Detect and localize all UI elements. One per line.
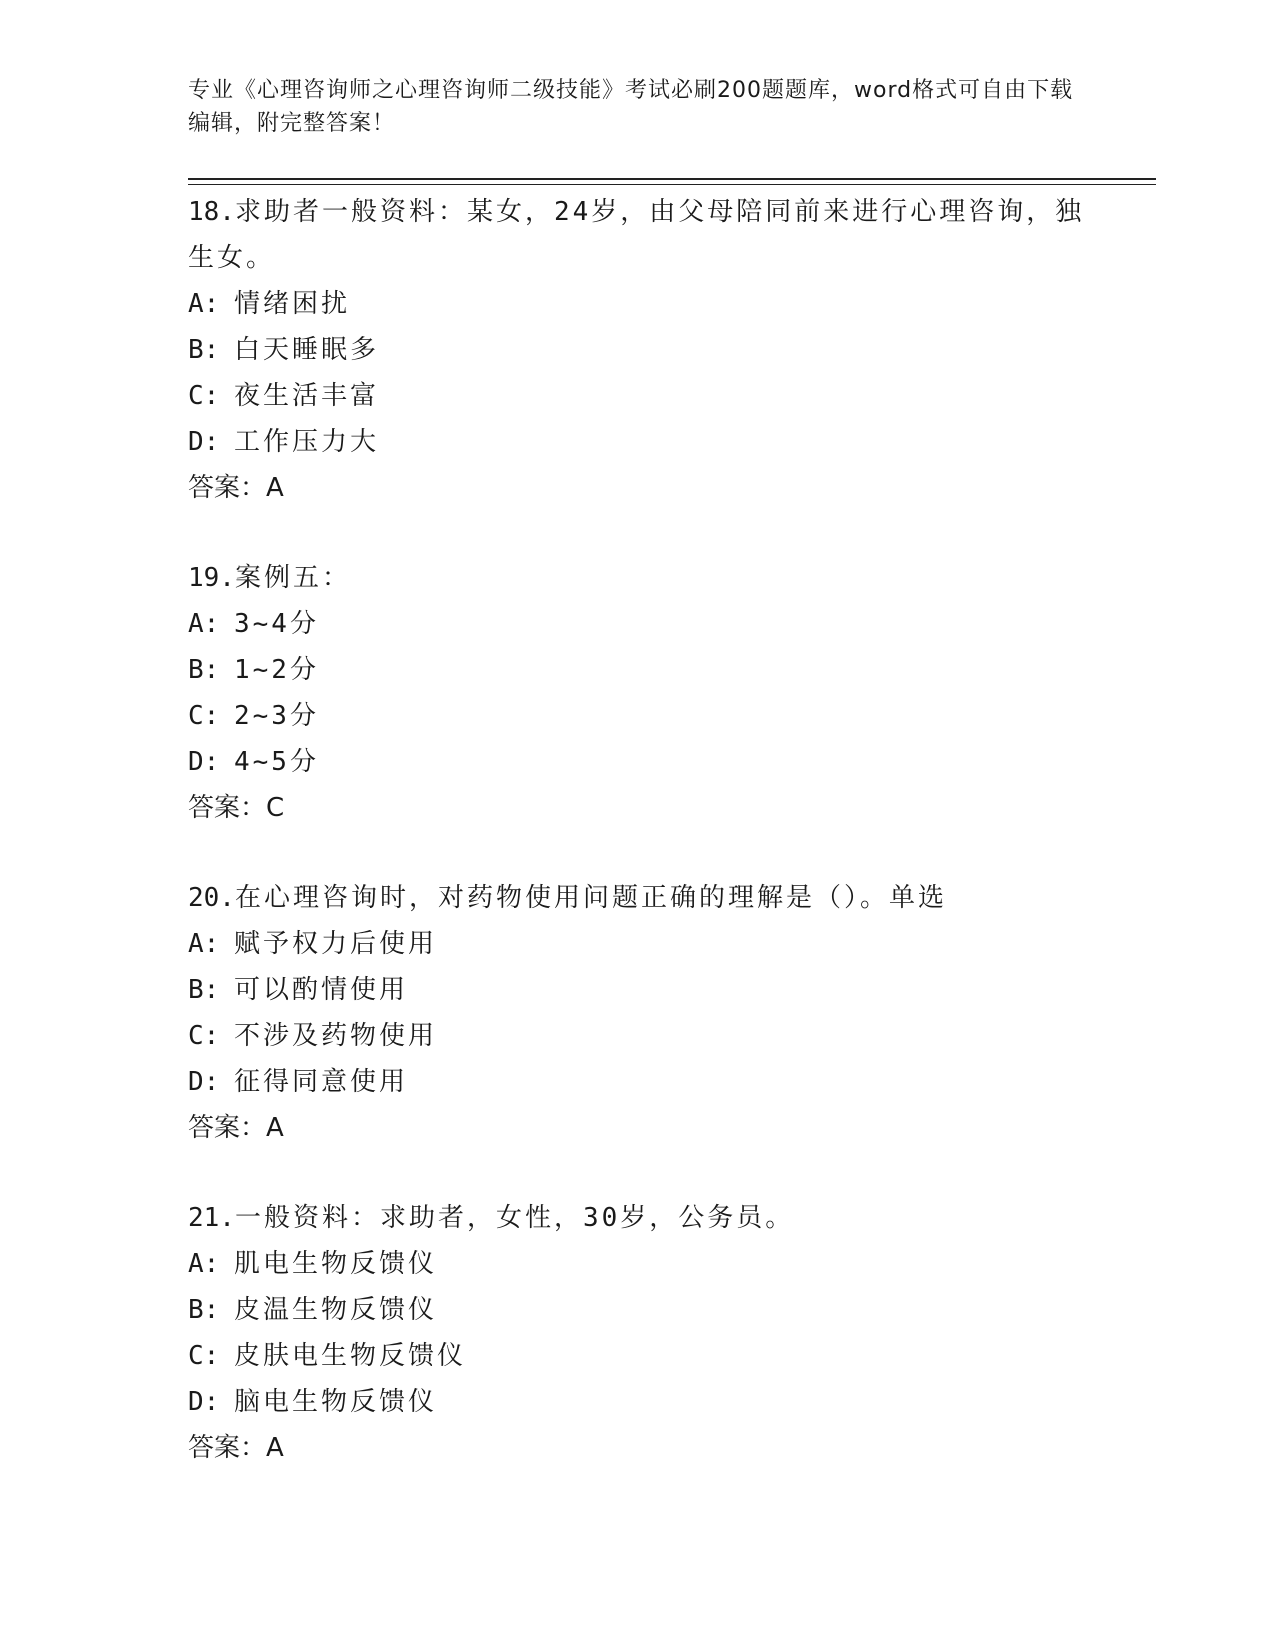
answer-value: A <box>266 473 284 503</box>
question-20 <box>188 875 1088 1151</box>
option-text: 赋予权力后使用 <box>234 929 438 959</box>
option-d <box>188 739 1088 785</box>
option-label: A: <box>188 289 220 319</box>
option-a <box>188 921 1088 967</box>
option-label: B: <box>188 655 220 685</box>
option-b <box>188 647 1088 693</box>
question-text: 求助者一般资料：某女，24岁，由父母陪同前来进行心理咨询，独生女。 <box>188 197 1085 273</box>
question-number: 21. <box>188 1203 235 1233</box>
question-stem <box>188 189 1088 281</box>
option-a <box>188 601 1088 647</box>
answer-label: 答案： <box>188 793 267 823</box>
answer-line <box>188 1105 1088 1151</box>
option-label: A: <box>188 609 220 639</box>
answer-value: A <box>266 1433 284 1463</box>
question-number: 19. <box>188 563 235 593</box>
option-text: 工作压力大 <box>234 427 380 457</box>
header-divider-thick <box>188 178 1156 180</box>
option-label: C: <box>188 701 220 731</box>
option-d <box>188 419 1088 465</box>
option-label: C: <box>188 1021 220 1051</box>
question-text: 在心理咨询时，对药物使用问题正确的理解是（）。单选 <box>234 883 947 913</box>
option-label: A: <box>188 1249 220 1279</box>
option-c <box>188 1013 1088 1059</box>
option-label: D: <box>188 1387 220 1417</box>
question-number: 20. <box>188 883 235 913</box>
answer-label: 答案： <box>188 473 267 503</box>
option-label: D: <box>188 747 220 777</box>
question-text: 案例五： <box>234 563 351 593</box>
option-text: 不涉及药物使用 <box>234 1021 438 1051</box>
question-19 <box>188 555 1088 831</box>
option-d <box>188 1059 1088 1105</box>
answer-line <box>188 465 1088 511</box>
question-text: 一般资料：求助者，女性，30岁，公务员。 <box>234 1203 795 1233</box>
answer-line <box>188 785 1088 831</box>
option-b <box>188 327 1088 373</box>
answer-line <box>188 1425 1088 1471</box>
option-label: B: <box>188 1295 220 1325</box>
header-divider-thin <box>188 184 1156 185</box>
option-label: B: <box>188 335 220 365</box>
option-text: 情绪困扰 <box>234 289 351 319</box>
option-label: B: <box>188 975 220 1005</box>
option-a <box>188 281 1088 327</box>
document-header <box>188 74 1088 140</box>
answer-value: C <box>266 793 285 823</box>
option-label: D: <box>188 427 220 457</box>
option-text: 4~5分 <box>234 747 319 777</box>
option-text: 白天睡眠多 <box>234 335 380 365</box>
option-text: 夜生活丰富 <box>234 381 380 411</box>
option-text: 2~3分 <box>234 701 319 731</box>
header-text: 专业《心理咨询师之心理咨询师二级技能》考试必刷200题题库，word格式可自由下载编辑，附完整答案！ <box>188 78 1074 136</box>
answer-label: 答案： <box>188 1113 267 1143</box>
option-text: 脑电生物反馈仪 <box>234 1387 438 1417</box>
option-text: 皮肤电生物反馈仪 <box>234 1341 467 1371</box>
question-stem <box>188 1195 1088 1241</box>
option-text: 皮温生物反馈仪 <box>234 1295 438 1325</box>
option-c <box>188 373 1088 419</box>
answer-label: 答案： <box>188 1433 267 1463</box>
option-label: C: <box>188 1341 220 1371</box>
option-a <box>188 1241 1088 1287</box>
answer-value: A <box>266 1113 284 1143</box>
question-18 <box>188 189 1088 511</box>
option-text: 3~4分 <box>234 609 319 639</box>
option-c <box>188 1333 1088 1379</box>
question-number: 18. <box>188 197 235 227</box>
option-b <box>188 967 1088 1013</box>
option-c <box>188 693 1088 739</box>
option-label: C: <box>188 381 220 411</box>
option-text: 肌电生物反馈仪 <box>234 1249 438 1279</box>
option-d <box>188 1379 1088 1425</box>
option-label: A: <box>188 929 220 959</box>
question-21 <box>188 1195 1088 1471</box>
option-b <box>188 1287 1088 1333</box>
question-stem <box>188 875 1088 921</box>
option-text: 征得同意使用 <box>234 1067 409 1097</box>
question-stem <box>188 555 1088 601</box>
option-text: 1~2分 <box>234 655 319 685</box>
question-list <box>188 189 1088 1515</box>
option-label: D: <box>188 1067 220 1097</box>
option-text: 可以酌情使用 <box>234 975 409 1005</box>
